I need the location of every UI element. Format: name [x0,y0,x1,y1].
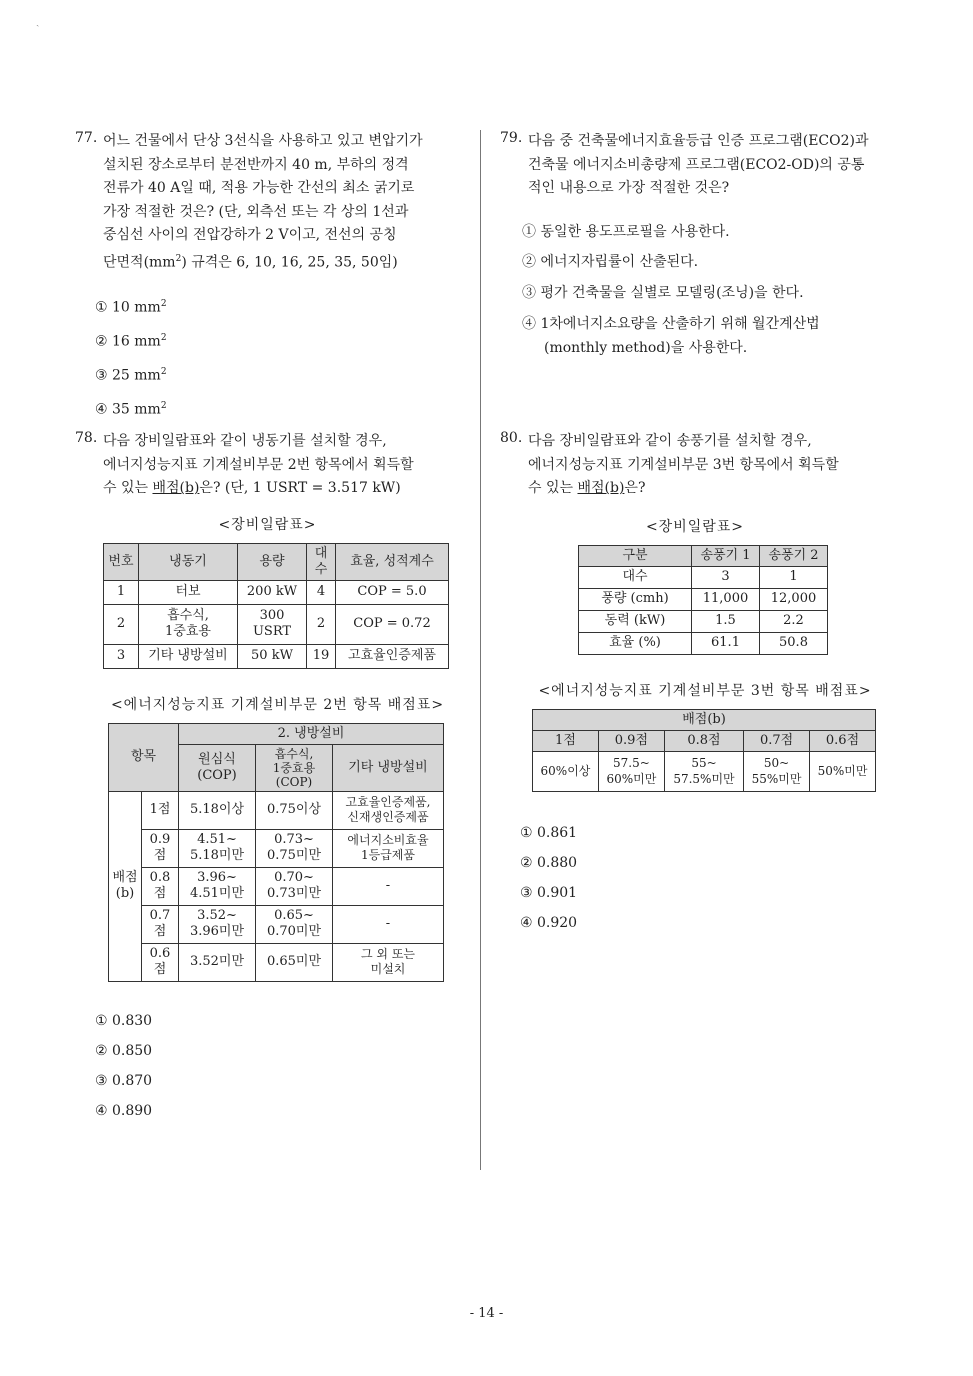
table-row: 60%이상 57.5~ 60%미만 55~ 57.5%미만 50~ 55%미만 50%미만 [533,751,876,791]
table-header: 흡수식, 1중효용 (COP) [256,744,333,791]
table-header: 0.8점 [664,730,743,751]
answer-option[interactable]: ② 0.850 [95,1042,153,1059]
fan-equipment-table [578,545,828,655]
text-line: 다음 장비일람표와 같이 냉동기를 설치할 경우, [103,433,387,449]
answer-option[interactable]: ④ 1차에너지소요량을 산출하기 위해 월간계산법 [522,316,820,332]
table-header: 용량 [238,543,307,580]
answer-options [522,217,890,361]
question-text [103,130,460,275]
table-header: 효율, 성적계수 [336,543,449,580]
left-column [75,130,460,1126]
table-row: 배점 (b) 1점 5.18이상 0.75이상 고효율인증제품, 신재생인증제품 [109,791,444,829]
question-text [528,430,890,501]
table-header: 원심식 (COP) [179,744,256,791]
question-77 [75,130,460,430]
text-line: 적인 내용으로 가장 적절한 것은? [528,180,730,196]
table-header: 기타 냉방설비 [333,744,444,791]
text-line: 어느 건물에서 단상 3선식을 사용하고 있고 변압기가 [103,133,423,149]
answer-option[interactable]: ③ 25 $mm^2$ [95,366,167,384]
text-line: 전류가 40 A일 때, 적용 가능한 간선의 최소 굵기로 [103,180,415,196]
text-line: 수 있는 배점(b)은? [528,480,646,496]
table-header: 0.9점 [598,730,664,751]
table-header: 냉동기 [139,543,238,580]
answer-option[interactable]: ② 0.880 [520,854,578,871]
column-divider [480,130,481,1170]
table-row: 풍량 (cmh) 11,000 12,000 [579,588,828,610]
text-line: 수 있는 배점(b)은? (단, 1 USRT = 3.517 kW) [103,480,401,496]
question-number: 77. [75,130,98,146]
table-header: 송풍기 2 [760,545,828,566]
scan-mark: ˎ [36,16,40,27]
table-row: 효율 (%) 61.1 50.8 [579,632,828,654]
text-line: 에너지성능지표 기계설비부문 2번 항목에서 획득할 [103,456,414,473]
table-row: 3 기타 냉방설비 50 kW 19 고효율인증제품 [104,644,449,668]
table-row: 동력 (kW) 1.5 2.2 [579,610,828,632]
question-number: 79. [500,130,523,146]
table-row: 0.6점 3.52미만 0.65미만 그 외 또는 미설치 [109,943,444,981]
table-header: 번호 [104,543,139,580]
answer-options [520,818,890,938]
answer-option[interactable]: ① 동일한 용도프로필을 사용한다. [522,223,730,240]
equipment-table-caption: <장비일람표> [218,516,317,533]
text-line: 다음 장비일람표와 같이 송풍기를 설치할 경우, [528,433,812,449]
table-row: 대수 3 1 [579,566,828,588]
table-row: 0.8점 3.96~ 4.51미만 0.70~ 0.73미만 - [109,867,444,905]
right-column [500,130,890,938]
page-number: - 14 - [469,1306,504,1321]
cooling-score-table [108,723,444,982]
score-table-caption: <에너지성능지표 기계설비부문 3번 항목 배점표> [538,682,872,699]
score-table-caption: <에너지성능지표 기계설비부문 2번 항목 배점표> [110,696,445,713]
answer-option[interactable]: ④ 35 $mm^2$ [95,401,167,418]
text-line: 중심선 사이의 전압강하가 2 V이고, 전선의 공칭 [103,227,397,243]
question-80 [500,430,890,938]
answer-option[interactable]: ① 0.830 [95,1012,153,1029]
answer-option[interactable]: ② 에너지자립률이 산출된다. [522,254,699,270]
table-header: 배점(b) [533,709,876,730]
text-line: 설치된 장소로부터 분전반까지 40 m, 부하의 정격 [103,156,409,173]
chiller-equipment-table [103,543,449,669]
answer-option[interactable]: ① 10 $mm^2$ [95,298,167,316]
answer-option[interactable]: ④ 0.890 [95,1102,153,1119]
table-header: 대수 [307,543,336,580]
question-78 [75,430,460,1126]
text-line: 가장 적절한 것은? (단, 외측선 또는 각 상의 1선과 [103,203,409,220]
table-header: 송풍기 1 [692,545,760,566]
answer-option-continued: (monthly method)을 사용한다. [544,340,748,356]
answer-options [95,1006,460,1126]
question-number: 80. [500,430,523,446]
text-line: 단면적$(mm^2)$ 규격은 6, 10, 16, 25, 35, 50임) [103,253,398,271]
table-header: 0.7점 [744,730,810,751]
answer-option[interactable]: ① 0.861 [520,824,578,841]
table-row: 0.9점 4.51~ 5.18미만 0.73~ 0.75미만 에너지소비효율 1등급제품 [109,829,444,867]
text-line: 다음 중 건축물에너지효율등급 인증 프로그램(ECO2)과 [528,133,869,149]
answer-options [95,289,460,426]
text-line: 에너지성능지표 기계설비부문 3번 항목에서 획득할 [528,456,839,473]
answer-option[interactable]: ④ 0.920 [520,914,578,931]
text-line: 건축물 에너지소비총량제 프로그램(ECO2-OD)의 공통 [528,156,865,173]
table-header: 1점 [533,730,599,751]
answer-option[interactable]: ③ 평가 건축물을 실별로 모델링(조닝)을 한다. [522,284,804,301]
equipment-table-caption: <장비일람표> [645,518,745,535]
question-number: 78. [75,430,98,446]
table-header: 구분 [579,545,692,566]
question-text [103,430,460,501]
answer-option[interactable]: ③ 0.901 [520,884,578,901]
question-79 [500,130,890,430]
table-row: 2 흡수식, 1중효용 300 USRT 2 COP = 0.72 [104,604,449,644]
table-row: 0.7점 3.52~ 3.96미만 0.65~ 0.70미만 - [109,905,444,943]
fan-score-table [532,709,876,792]
table-header: 항목 [109,723,179,791]
table-row: 1 터보 200 kW 4 COP = 5.0 [104,580,449,604]
table-header: 2. 냉방설비 [179,723,444,744]
table-header: 0.6점 [810,730,876,751]
answer-option[interactable]: ③ 0.870 [95,1072,153,1089]
question-text [528,130,890,201]
score-label: 배점 (b) [109,791,142,981]
answer-option[interactable]: ② 16 $mm^2$ [95,332,167,350]
